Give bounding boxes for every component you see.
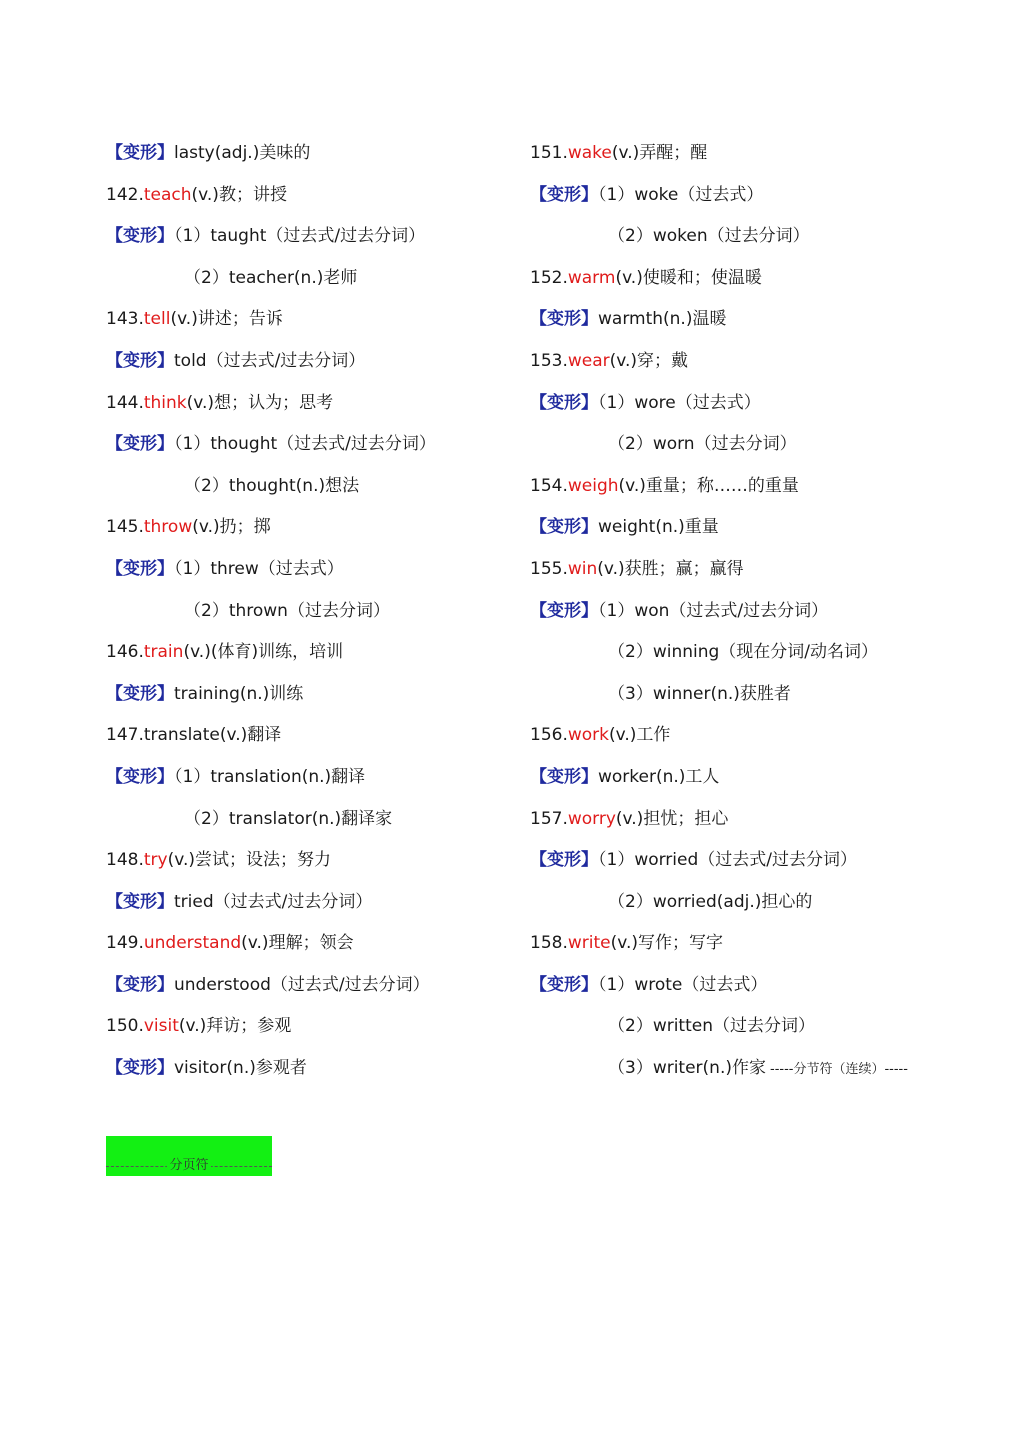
vocab-entry [530, 715, 1010, 757]
variant-line [106, 216, 526, 258]
entry-number: 145. [106, 517, 144, 538]
vocab-entry [530, 133, 1010, 175]
variant-tag: 【变形】 [106, 683, 174, 704]
vocab-entry [106, 1006, 526, 1048]
entry-definition: (v.)翻译 [219, 725, 282, 746]
entry-word: translate [143, 725, 220, 746]
entry-number: 143. [106, 309, 144, 330]
entry-number: 157. [530, 808, 568, 829]
entry-number: 147. [106, 725, 144, 746]
right-column [530, 133, 1010, 1090]
section-break-mark: -----分节符（连续）----- [770, 1062, 908, 1078]
entry-number: 152. [530, 267, 568, 288]
variant-subline [530, 674, 1010, 716]
variant-subline [530, 216, 1010, 258]
entry-definition: (v.)弄醒；醒 [611, 143, 708, 163]
variant-tag: 【变形】 [106, 226, 174, 247]
variant-text: （2）thrown（过去分词） [184, 600, 390, 621]
entry-number: 153. [530, 350, 568, 371]
variant-text: （1）wrote（过去式） [598, 974, 768, 995]
entry-word: tell [143, 309, 171, 330]
entry-definition: (v.)穿；戴 [609, 350, 689, 371]
entry-number: 144. [106, 392, 144, 413]
variant-line [106, 674, 526, 716]
variant-text: told（过去式/过去分词） [174, 350, 366, 371]
vocab-entry [106, 632, 526, 674]
entry-word: worry [567, 808, 616, 829]
entry-number: 155. [530, 558, 568, 579]
variant-tag: 【变形】 [530, 517, 598, 538]
variant-text: worker(n.)工人 [598, 766, 720, 787]
entry-number: 158. [530, 933, 568, 954]
variant-tag: 【变形】 [106, 974, 174, 995]
variant-text: （2）worried(adj.)担心的 [608, 891, 813, 912]
variant-tag: 【变形】 [106, 434, 174, 455]
entry-definition: (v.)工作 [609, 725, 671, 746]
variant-text: （1）threw（过去式） [174, 558, 344, 579]
entry-word: wake [567, 143, 612, 163]
variant-line [106, 424, 526, 466]
vocab-entry [106, 299, 526, 341]
variant-text: （1）taught（过去式/过去分词） [174, 226, 426, 247]
variant-line [106, 549, 526, 591]
entry-number: 151. [530, 143, 568, 163]
variant-line [106, 965, 526, 1007]
variant-text: （2）woken（过去分词） [608, 226, 810, 247]
variant-tag: 【变形】 [106, 143, 174, 163]
variant-text: （1）won（过去式/过去分词） [598, 600, 829, 621]
entry-word: wear [567, 350, 610, 371]
variant-text: （2）thought(n.)想法 [184, 475, 360, 496]
entry-word: try [143, 850, 168, 871]
left-column [106, 133, 526, 1090]
variant-line [530, 175, 1010, 217]
variant-text: （2）winning（现在分词/动名词） [608, 642, 879, 663]
entry-word: win [567, 558, 598, 579]
variant-tag: 【变形】 [106, 350, 174, 371]
page-break-label-wrap [106, 1158, 272, 1174]
variant-subline [106, 466, 526, 508]
variant-line [106, 341, 526, 383]
variant-line [106, 882, 526, 924]
entry-definition: (v.)尝试；设法；努力 [167, 850, 331, 871]
vocab-entry [106, 715, 526, 757]
variant-subline [106, 258, 526, 300]
entry-word: understand [143, 933, 242, 954]
entry-definition: (v.)讲述；告诉 [170, 309, 283, 330]
variant-tag: 【变形】 [106, 558, 174, 579]
entry-word: weigh [567, 475, 619, 496]
vocab-entry [530, 799, 1010, 841]
variant-subline [530, 632, 1010, 674]
entry-number: 150. [106, 1016, 144, 1037]
vocab-entry [530, 341, 1010, 383]
variant-tag: 【变形】 [530, 850, 598, 871]
entry-word: work [567, 725, 609, 746]
variant-subline [530, 882, 1010, 924]
entry-definition: (v.)获胜；赢；赢得 [597, 558, 744, 579]
variant-line [530, 591, 1010, 633]
variant-tag: 【变形】 [530, 600, 598, 621]
variant-text: weight(n.)重量 [598, 517, 719, 538]
variant-text: （2）written（过去分词） [608, 1016, 815, 1037]
vocab-entry [106, 507, 526, 549]
variant-line [530, 965, 1010, 1007]
variant-text: （1）thought（过去式/过去分词） [174, 434, 436, 455]
entry-number: 156. [530, 725, 568, 746]
variant-text: visitor(n.)参观者 [174, 1058, 307, 1079]
variant-subline [530, 1006, 1010, 1048]
vocab-entry [106, 923, 526, 965]
vocab-entry [106, 840, 526, 882]
entry-number: 154. [530, 475, 568, 496]
variant-text: warmth(n.)温暖 [598, 309, 727, 330]
variant-line [530, 507, 1010, 549]
variant-tag: 【变形】 [106, 1058, 174, 1079]
variant-text: （2）teacher(n.)老师 [184, 267, 358, 288]
entry-definition: (v.)使暖和；使温暖 [615, 267, 762, 288]
variant-tag: 【变形】 [530, 392, 598, 413]
vocab-entry [106, 383, 526, 425]
entry-number: 142. [106, 184, 144, 205]
entry-word: visit [143, 1016, 179, 1037]
entry-word: teach [143, 184, 192, 205]
variant-line [106, 133, 526, 175]
variant-text: understood（过去式/过去分词） [174, 974, 430, 995]
entry-word: train [143, 642, 184, 663]
entry-word: write [567, 933, 611, 954]
vocab-entry [530, 466, 1010, 508]
variant-tag: 【变形】 [530, 184, 598, 205]
variant-text: tried（过去式/过去分词） [174, 891, 373, 912]
vocab-entry [106, 175, 526, 217]
entry-definition: (v.)想；认为；思考 [186, 392, 334, 413]
entry-definition: (v.)担忧；担心 [615, 808, 729, 829]
variant-subline [106, 799, 526, 841]
variant-text: （2）translator(n.)翻译家 [184, 808, 393, 829]
variant-text: （3）writer(n.)作家 [608, 1058, 766, 1079]
variant-line [106, 1048, 526, 1090]
variant-text: （3）winner(n.)获胜者 [608, 683, 791, 704]
entry-word: think [143, 392, 187, 413]
variant-subline [530, 1048, 1010, 1090]
variant-subline [530, 424, 1010, 466]
entry-definition: (v.)(体育)训练，培训 [183, 642, 344, 663]
entry-word: throw [143, 517, 193, 538]
variant-text: （1）woke（过去式） [598, 184, 764, 205]
variant-text: （1）wore（过去式） [598, 392, 761, 413]
entry-number: 146. [106, 642, 144, 663]
entry-definition: (v.)拜访；参观 [178, 1016, 292, 1037]
vocab-entry [530, 549, 1010, 591]
entry-definition: (v.)重量；称……的重量 [618, 475, 799, 496]
entry-number: 149. [106, 933, 144, 954]
variant-text: lasty(adj.)美味的 [174, 143, 311, 163]
variant-text: （1）translation(n.)翻译 [174, 766, 366, 787]
vocab-entry [530, 258, 1010, 300]
variant-text: training(n.)训练 [174, 683, 304, 704]
entry-definition: (v.)写作；写字 [610, 933, 724, 954]
variant-tag: 【变形】 [530, 766, 598, 787]
variant-tag: 【变形】 [106, 891, 174, 912]
variant-line [530, 299, 1010, 341]
variant-line [106, 757, 526, 799]
variant-tag: 【变形】 [530, 309, 598, 330]
entry-definition: (v.)理解；领会 [241, 933, 354, 954]
entry-definition: (v.)教；讲授 [191, 184, 287, 205]
variant-subline [106, 591, 526, 633]
variant-tag: 【变形】 [530, 974, 598, 995]
page-break-marker [106, 1136, 272, 1176]
variant-tag: 【变形】 [106, 766, 174, 787]
variant-text: （1）worried（过去式/过去分词） [598, 850, 858, 871]
page-break-label: 分页符 [169, 1158, 209, 1173]
vocab-entry [530, 923, 1010, 965]
variant-text: （2）worn（过去分词） [608, 434, 797, 455]
variant-line [530, 383, 1010, 425]
variant-line [530, 757, 1010, 799]
entry-definition: (v.)扔；掷 [192, 517, 271, 538]
variant-line [530, 840, 1010, 882]
entry-word: warm [567, 267, 616, 288]
entry-number: 148. [106, 850, 144, 871]
